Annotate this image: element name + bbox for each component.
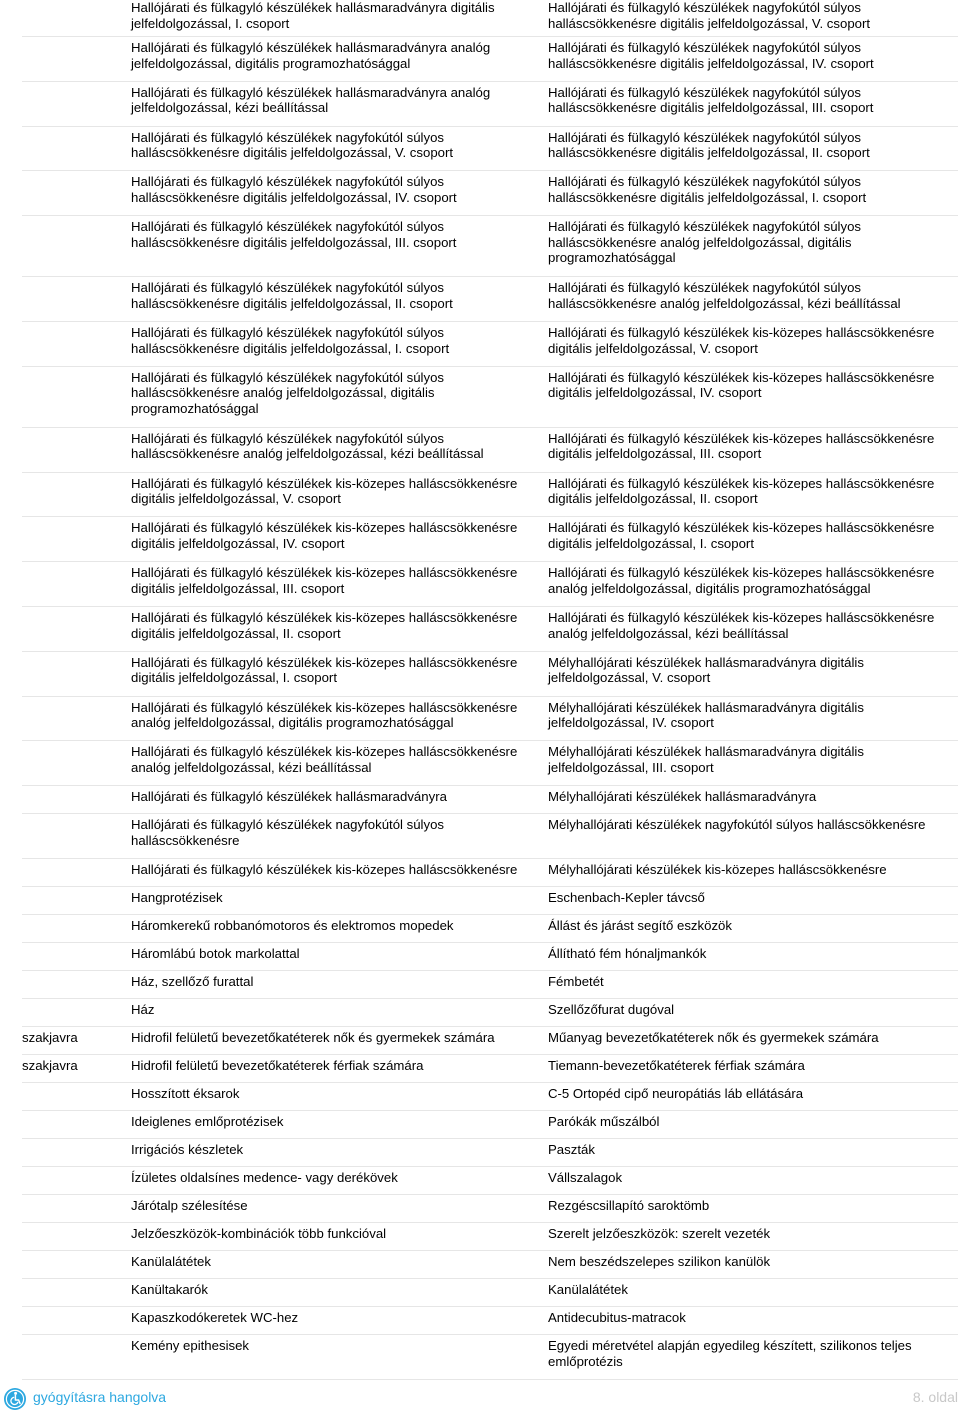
- product-cell-left: Hallójárati és fülkagyló készülékek nagyfokútól súlyos halláscsökkenésre digitális jelfeldolgozással, V. csoport: [131, 129, 454, 161]
- table-row: [22, 1195, 958, 1223]
- table-row: [22, 0, 958, 37]
- table-row: [22, 1307, 958, 1335]
- row-note-cell: [22, 0, 131, 36]
- row-note-cell: [22, 971, 131, 998]
- row-note-cell: [22, 517, 131, 561]
- row-note-cell: szakjavra: [22, 1057, 78, 1073]
- product-cell-right: Paszták: [548, 1141, 595, 1157]
- product-cell-right: Mélyhallójárati készülékek hallásmaradványra digitális jelfeldolgozással, V. csoport: [548, 654, 864, 686]
- row-note-cell: [22, 428, 131, 472]
- product-cell-right: Hallójárati és fülkagyló készülékek kis-közepes halláscsökkenésre digitális jelfeldolgozással, III. csoport: [548, 430, 935, 462]
- row-note-cell: [22, 127, 131, 171]
- table-row: [22, 915, 958, 943]
- table-row: [22, 999, 958, 1027]
- row-note-cell: [22, 82, 131, 126]
- table-row: [22, 216, 958, 277]
- row-note-cell: [22, 1083, 131, 1110]
- product-cell-right: Mélyhallójárati készülékek nagyfokútól súlyos halláscsökkenésre: [548, 817, 926, 833]
- table-row: [22, 367, 958, 428]
- table-row: [22, 1083, 958, 1111]
- product-cell-right: Hallójárati és fülkagyló készülékek nagyfokútól súlyos halláscsökkenésre digitális jelfeldolgozással, IV. csoport: [548, 40, 874, 71]
- row-note-cell: [22, 1139, 131, 1166]
- product-cell-left: Hallójárati és fülkagyló készülékek kis-közepes halláscsökkenésre digitális jelfeldolgozással, I. csoport: [131, 654, 518, 686]
- row-note-cell: [22, 37, 131, 81]
- product-cell-left: Hallójárati és fülkagyló készülékek nagyfokútól súlyos halláscsökkenésre digitális jelfeldolgozással, II. csoport: [131, 280, 453, 311]
- product-cell-right: Hallójárati és fülkagyló készülékek nagyfokútól súlyos halláscsökkenésre digitális jelfeldolgozással, II. csoport: [548, 129, 870, 161]
- table-row: [22, 562, 958, 607]
- product-cell-right: Hallójárati és fülkagyló készülékek kis-közepes halláscsökkenésre digitális jelfeldolgozással, IV. csoport: [548, 369, 935, 401]
- product-cell-left: Hallójárati és fülkagyló készülékek hallásmaradványra: [131, 789, 447, 805]
- product-cell-left: Ház: [131, 1001, 155, 1017]
- product-cell-right: Műanyag bevezetőkatéterek nők és gyermekek számára: [548, 1029, 879, 1045]
- row-note-cell: szakjavra: [22, 1029, 78, 1045]
- table-row: [22, 277, 958, 322]
- product-cell-left: Hallójárati és fülkagyló készülékek nagyfokútól súlyos halláscsökkenésre digitális jelfeldolgozással, III. csoport: [131, 219, 457, 250]
- product-cell-left: Kanültakarók: [131, 1281, 208, 1297]
- product-cell-left: Hallójárati és fülkagyló készülékek nagyfokútól súlyos halláscsökkenésre: [131, 817, 444, 848]
- row-note-cell: [22, 1195, 131, 1222]
- product-cell-right: Antidecubitus-matracok: [548, 1309, 686, 1325]
- product-cell-left: Hallójárati és fülkagyló készülékek kis-közepes halláscsökkenésre digitális jelfeldolgozással, II. csoport: [131, 609, 518, 641]
- row-note-cell: [22, 367, 131, 427]
- row-note-cell: [22, 915, 131, 942]
- product-cell-right: Parókák műszálból: [548, 1113, 660, 1129]
- row-note-cell: [22, 999, 131, 1026]
- product-cell-right: Mélyhallójárati készülékek hallásmaradványra digitális jelfeldolgozással, IV. csoport: [548, 699, 864, 731]
- product-cell-left: Hallójárati és fülkagyló készülékek kis-közepes halláscsökkenésre: [131, 861, 518, 877]
- table-row: [22, 859, 958, 887]
- row-note-cell: [22, 697, 131, 741]
- table-row: [22, 473, 958, 518]
- product-cell-right: Egyedi méretvétel alapján egyedileg készített, szilikonos teljes emlőprotézis: [548, 1337, 912, 1369]
- product-cell-right: Eschenbach-Kepler távcső: [548, 889, 705, 905]
- row-note-cell: [22, 887, 131, 914]
- product-cell-left: Hallójárati és fülkagyló készülékek nagyfokútól súlyos halláscsökkenésre analóg jelfeldolgozással, kézi beállítással: [131, 430, 484, 462]
- row-note-cell: [22, 786, 131, 813]
- product-cell-left: Hallójárati és fülkagyló készülékek kis-közepes halláscsökkenésre analóg jelfeldolgozással, kézi beállítással: [131, 744, 518, 775]
- product-cell-right: Szellőzőfurat dugóval: [548, 1001, 675, 1017]
- row-note-cell: [22, 1111, 131, 1138]
- brand-slogan: gyógyításra hangolva: [33, 1389, 167, 1405]
- product-cell-left: Ideiglenes emlőprotézisek: [131, 1113, 284, 1129]
- table-row: [22, 37, 958, 82]
- table-row: [22, 1223, 958, 1251]
- product-cell-right: Fémbetét: [548, 973, 604, 989]
- product-cell-left: Hallójárati és fülkagyló készülékek kis-közepes halláscsökkenésre digitális jelfeldolgozással, IV. csoport: [131, 520, 518, 551]
- product-cell-left: Kanülalátétek: [131, 1253, 211, 1269]
- row-note-cell: [22, 1251, 131, 1278]
- row-note-cell: [22, 277, 131, 321]
- product-cell-left: Háromkerekű robbanómotoros és elektromos mopedek: [131, 917, 454, 933]
- row-note-cell: [22, 1335, 131, 1379]
- product-cell-right: C-5 Ortopéd cipő neuropátiás láb ellátására: [548, 1085, 804, 1101]
- row-note-cell: [22, 943, 131, 970]
- product-cell-right: Hallójárati és fülkagyló készülékek kis-közepes halláscsökkenésre digitális jelfeldolgozással, V. csoport: [548, 324, 935, 356]
- wheelchair-accessibility-icon: [3, 1387, 27, 1411]
- row-note-cell: [22, 814, 131, 858]
- product-cell-right: Hallójárati és fülkagyló készülékek kis-közepes halláscsökkenésre analóg jelfeldolgozással, kézi beállítással: [548, 609, 935, 641]
- product-cell-right: Hallójárati és fülkagyló készülékek nagyfokútól súlyos halláscsökkenésre digitális jelfeldolgozással, V. csoport: [548, 0, 871, 31]
- table-row: [22, 786, 958, 814]
- product-cell-left: Hidrofil felületű bevezetőkatéterek férfiak számára: [131, 1057, 424, 1073]
- table-row: [22, 517, 958, 562]
- table-row: [22, 1279, 958, 1307]
- row-note-cell: [22, 322, 131, 366]
- table-row: [22, 971, 958, 999]
- product-cell-right: Mélyhallójárati készülékek hallásmaradványra digitális jelfeldolgozással, III. csoport: [548, 744, 864, 775]
- product-cell-right: Kanülalátétek: [548, 1281, 628, 1297]
- page-number: 8. oldal: [912, 1389, 958, 1405]
- product-cell-left: Hosszított éksarok: [131, 1085, 240, 1101]
- row-note-cell: [22, 171, 131, 215]
- table-row: [22, 741, 958, 786]
- product-cell-left: Kemény epithesisek: [131, 1337, 250, 1353]
- table-row: [22, 1027, 958, 1055]
- table-row: [22, 943, 958, 971]
- product-cell-left: Kapaszkodókeretek WC-hez: [131, 1309, 299, 1325]
- table-row: [22, 814, 958, 859]
- product-cell-right: Szerelt jelzőeszközök: szerelt vezeték: [548, 1225, 771, 1241]
- table-row: [22, 607, 958, 652]
- product-cell-left: Járótalp szélesítése: [131, 1197, 248, 1213]
- product-cell-left: Hangprotézisek: [131, 889, 223, 905]
- table-row: [22, 1251, 958, 1279]
- table-row: [22, 428, 958, 473]
- product-cell-right: Hallójárati és fülkagyló készülékek kis-közepes halláscsökkenésre digitális jelfeldolgozással, I. csoport: [548, 520, 935, 551]
- product-cell-left: Hallójárati és fülkagyló készülékek hallásmaradványra digitális jelfeldolgozással, I. csoport: [131, 0, 495, 31]
- product-cell-right: Hallójárati és fülkagyló készülékek kis-közepes halláscsökkenésre digitális jelfeldolgozással, II. csoport: [548, 475, 935, 507]
- product-cell-right: Mélyhallójárati készülékek kis-közepes halláscsökkenésre: [548, 861, 887, 877]
- product-cell-left: Hallójárati és fülkagyló készülékek kis-közepes halláscsökkenésre analóg jelfeldolgozással, digitális programozhatósággal: [131, 699, 518, 731]
- product-cell-left: Hallójárati és fülkagyló készülékek hallásmaradványra analóg jelfeldolgozással, kézi beállítással: [131, 84, 491, 116]
- product-cell-right: Mélyhallójárati készülékek hallásmaradványra: [548, 789, 817, 805]
- product-cell-right: Hallójárati és fülkagyló készülékek kis-közepes halláscsökkenésre analóg jelfeldolgozással, digitális programozhatósággal: [548, 565, 935, 596]
- row-note-cell: [22, 562, 131, 606]
- table-row: [22, 171, 958, 216]
- table-row: [22, 322, 958, 367]
- product-cell-left: Jelzőeszközök-kombinációk több funkcióval: [131, 1225, 387, 1241]
- product-cell-left: Hallójárati és fülkagyló készülékek nagyfokútól súlyos halláscsökkenésre digitális jelfeldolgozással, I. csoport: [131, 324, 450, 356]
- product-cell-left: Hallójárati és fülkagyló készülékek kis-közepes halláscsökkenésre digitális jelfeldolgozással, III. csoport: [131, 565, 518, 596]
- table-row: [22, 887, 958, 915]
- product-cell-right: Hallójárati és fülkagyló készülékek nagyfokútól súlyos halláscsökkenésre analóg jelfeldolgozással, kézi beállítással: [548, 280, 901, 311]
- row-note-cell: [22, 652, 131, 696]
- row-note-cell: [22, 216, 131, 276]
- product-cell-right: Hallójárati és fülkagyló készülékek nagyfokútól súlyos halláscsökkenésre analóg jelfeldolgozással, digitális programozhatósággal: [548, 219, 861, 266]
- product-cell-right: Nem beszédszelepes szilikon kanülök: [548, 1253, 771, 1269]
- product-cell-right: Tiemann-bevezetőkatéterek férfiak számára: [548, 1057, 805, 1073]
- product-cell-right: Állást és járást segítő eszközök: [548, 917, 732, 933]
- page-footer: [0, 1384, 960, 1412]
- row-note-cell: [22, 1279, 131, 1306]
- table-row: [22, 1167, 958, 1195]
- product-cell-left: Ház, szellőző furattal: [131, 973, 254, 989]
- row-note-cell: [22, 473, 131, 517]
- table-row: [22, 1111, 958, 1139]
- product-cell-right: Rezgéscsillapító saroktömb: [548, 1197, 710, 1213]
- table-row: [22, 1055, 958, 1083]
- product-cell-right: Hallójárati és fülkagyló készülékek nagyfokútól súlyos halláscsökkenésre digitális jelfeldolgozással, III. csoport: [548, 84, 874, 116]
- product-cell-left: Hallójárati és fülkagyló készülékek nagyfokútól súlyos halláscsökkenésre digitális jelfeldolgozással, IV. csoport: [131, 174, 457, 205]
- product-cell-left: Hallójárati és fülkagyló készülékek nagyfokútól súlyos halláscsökkenésre analóg jelfeldolgozással, digitális programozhatósággal: [131, 369, 444, 416]
- row-note-cell: [22, 741, 131, 785]
- table-row: [22, 1139, 958, 1167]
- product-cell-left: Háromlábú botok markolattal: [131, 945, 300, 961]
- table-row: [22, 82, 958, 127]
- row-note-cell: [22, 607, 131, 651]
- product-cell-right: Hallójárati és fülkagyló készülékek nagyfokútól súlyos halláscsökkenésre digitális jelfeldolgozással, I. csoport: [548, 174, 867, 205]
- row-note-cell: [22, 1223, 131, 1250]
- table-row: [22, 127, 958, 172]
- product-table: [22, 0, 958, 1380]
- table-row: [22, 697, 958, 742]
- product-cell-left: Ízületes oldalsínes medence- vagy derékövek: [131, 1169, 398, 1185]
- table-row: [22, 652, 958, 697]
- row-note-cell: [22, 1167, 131, 1194]
- row-note-cell: [22, 1307, 131, 1334]
- row-note-cell: [22, 859, 131, 886]
- product-cell-left: Hallójárati és fülkagyló készülékek hallásmaradványra analóg jelfeldolgozással, digitális programozhatósággal: [131, 40, 491, 71]
- product-cell-left: Irrigációs készletek: [131, 1141, 244, 1157]
- table-row: [22, 1335, 958, 1380]
- product-cell-right: Vállszalagok: [548, 1169, 623, 1185]
- product-cell-left: Hallójárati és fülkagyló készülékek kis-közepes halláscsökkenésre digitális jelfeldolgozással, V. csoport: [131, 475, 518, 507]
- product-cell-right: Állítható fém hónaljmankók: [548, 945, 707, 961]
- product-cell-left: Hidrofil felületű bevezetőkatéterek nők és gyermekek számára: [131, 1029, 495, 1045]
